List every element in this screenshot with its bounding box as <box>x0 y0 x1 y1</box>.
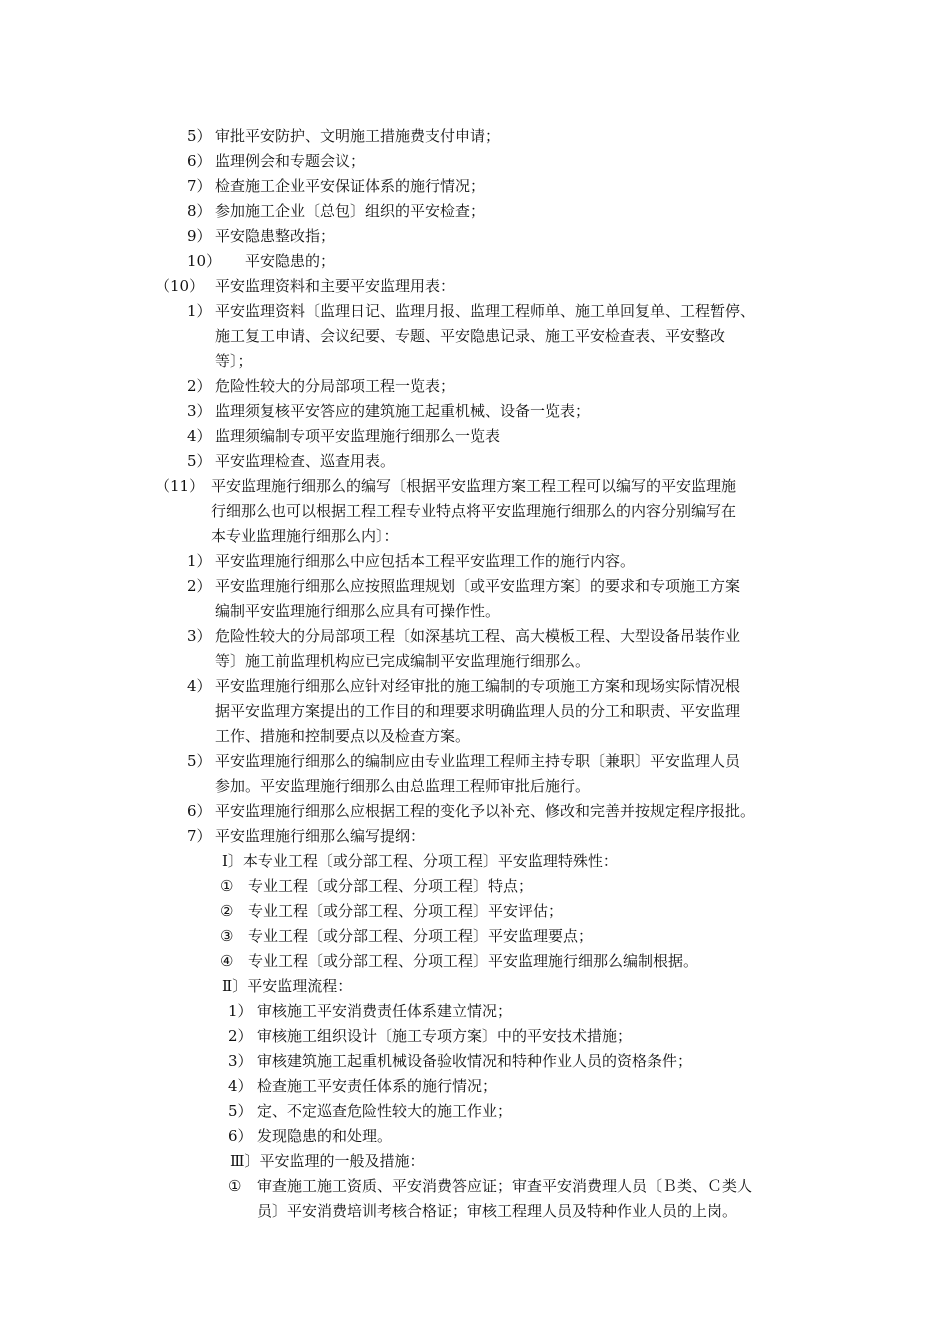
item-text: 参加施工企业〔总包〕组织的平安检查； <box>215 202 486 220</box>
item-text: 平安隐患的； <box>245 252 336 270</box>
item-text: 平安监理资料和主要平安监理用表： <box>215 277 456 295</box>
item-text: 专业工程〔或分部工程、分项工程〕特点； <box>248 877 534 895</box>
item-text: 工作、措施和控制要点以及检查方案。 <box>215 727 471 745</box>
item-label: 2） <box>187 377 212 395</box>
item-text: 审查施工施工资质、平安消费答应证；审查平安消费理人员〔Ｂ类、Ｃ类人 <box>257 1177 753 1195</box>
item-text: 专业工程〔或分部工程、分项工程〕平安监理施行细那么编制根据。 <box>248 952 699 970</box>
item-label: 1） <box>187 552 212 570</box>
item-text: 审批平安防护、文明施工措施费支付申请； <box>215 127 501 145</box>
item-label: 7） <box>187 827 212 845</box>
item-label: 2） <box>187 577 212 595</box>
item-text: 施工复工申请、会议纪要、专题、平安隐患记录、施工平安检查表、平安整改 <box>215 327 726 345</box>
item-text: 平安监理施行细那么编写提纲： <box>215 827 426 845</box>
item-label: 4） <box>228 1077 253 1095</box>
item-text: 平安监理施行细那么的编制应由专业监理工程师主持专职〔兼职〕平安监理人员 <box>215 752 741 770</box>
item-label: 3） <box>187 402 212 420</box>
item-text: 平安监理检查、巡查用表。 <box>215 452 396 470</box>
item-text: 本专业监理施行细那么内〕： <box>211 527 399 545</box>
item-text: 监理例会和专题会议； <box>215 152 366 170</box>
item-text: 危险性较大的分局部项工程〔如深基坑工程、高大模板工程、大型设备吊装作业 <box>215 627 741 645</box>
item-label: 1） <box>187 302 212 320</box>
item-text: Ⅲ〕平安监理的一般及措施： <box>230 1152 425 1170</box>
item-text: 专业工程〔或分部工程、分项工程〕平安评估； <box>248 902 564 920</box>
item-text: 监理须复核平安答应的建筑施工起重机械、设备一览表； <box>215 402 591 420</box>
item-text: 行细那么也可以根据工程工程专业特点将平安监理施行细那么的内容分别编写在 <box>211 502 737 520</box>
item-text: 审核施工组织设计〔施工专项方案〕中的平安技术措施； <box>257 1027 633 1045</box>
item-label: ① <box>220 877 234 895</box>
item-text: 平安监理施行细那么应针对经审批的施工编制的专项施工方案和现场实际情况根 <box>215 677 741 695</box>
item-label: 10） <box>187 252 222 270</box>
item-text: 平安监理施行细那么的编写〔根据平安监理方案工程工程可以编写的平安监理施 <box>211 477 737 495</box>
item-text: 等〕； <box>215 352 253 370</box>
item-label: ④ <box>220 952 234 970</box>
item-label: 1） <box>228 1002 253 1020</box>
item-text: 编制平安监理施行细那么应具有可操作性。 <box>215 602 501 620</box>
item-text: 检查施工企业平安保证体系的施行情况； <box>215 177 486 195</box>
item-text: 发现隐患的和处理。 <box>257 1127 393 1145</box>
item-text: 审核建筑施工起重机械设备验收情况和特种作业人员的资格条件； <box>257 1052 693 1070</box>
item-label: 3） <box>228 1052 253 1070</box>
item-label: 5） <box>187 752 212 770</box>
item-text: 检查施工平安责任体系的施行情况； <box>257 1077 498 1095</box>
item-text: 平安监理施行细那么中应包括本工程平安监理工作的施行内容。 <box>215 552 636 570</box>
item-label: 5） <box>187 452 212 470</box>
item-label: 5） <box>187 127 212 145</box>
item-text: Ⅱ〕平安监理流程： <box>222 977 353 995</box>
item-label: 7） <box>187 177 212 195</box>
item-label: 2） <box>228 1027 253 1045</box>
item-label: 6） <box>187 802 212 820</box>
item-label: 4） <box>187 427 212 445</box>
item-text: 据平安监理方案提出的工作目的和理要求明确监理人员的分工和职责、平安监理 <box>215 702 741 720</box>
item-text: 参加。平安监理施行细那么由总监理工程师审批后施行。 <box>215 777 591 795</box>
item-label: 8） <box>187 202 212 220</box>
item-text: 平安隐患整改指； <box>215 227 336 245</box>
item-text: 专业工程〔或分部工程、分项工程〕平安监理要点； <box>248 927 594 945</box>
item-text: 定、不定巡查危险性较大的施工作业； <box>257 1102 513 1120</box>
item-label: 6） <box>228 1127 253 1145</box>
item-label: ① <box>228 1177 242 1195</box>
item-text: 等〕施工前监理机构应已完成编制平安监理施行细那么。 <box>215 652 591 670</box>
item-label: （10） <box>155 277 205 295</box>
item-text: 平安监理施行细那么应根据工程的变化予以补充、修改和完善并按规定程序报批。 <box>215 802 756 820</box>
item-label: 3） <box>187 627 212 645</box>
item-label: 4） <box>187 677 212 695</box>
item-text: 平安监理施行细那么应按照监理规划〔或平安监理方案〕的要求和专项施工方案 <box>215 577 741 595</box>
item-text: 危险性较大的分局部项工程一览表； <box>215 377 456 395</box>
item-text: 监理须编制专项平安监理施行细那么一览表 <box>215 427 501 445</box>
item-label: 6） <box>187 152 212 170</box>
item-label: 9） <box>187 227 212 245</box>
item-text: 审核施工平安消费责任体系建立情况； <box>257 1002 513 1020</box>
item-label: （11） <box>155 477 205 495</box>
item-text: 员〕平安消费培训考核合格证；审核工程理人员及特种作业人员的上岗。 <box>257 1202 738 1220</box>
item-label: ③ <box>220 927 234 945</box>
item-text: Ⅰ〕本专业工程〔或分部工程、分项工程〕平安监理特殊性： <box>222 852 618 870</box>
item-text: 平安监理资料〔监理日记、监理月报、监理工程师单、施工单回复单、工程暂停、 <box>215 302 756 320</box>
item-label: 5） <box>228 1102 253 1120</box>
item-label: ② <box>220 902 234 920</box>
